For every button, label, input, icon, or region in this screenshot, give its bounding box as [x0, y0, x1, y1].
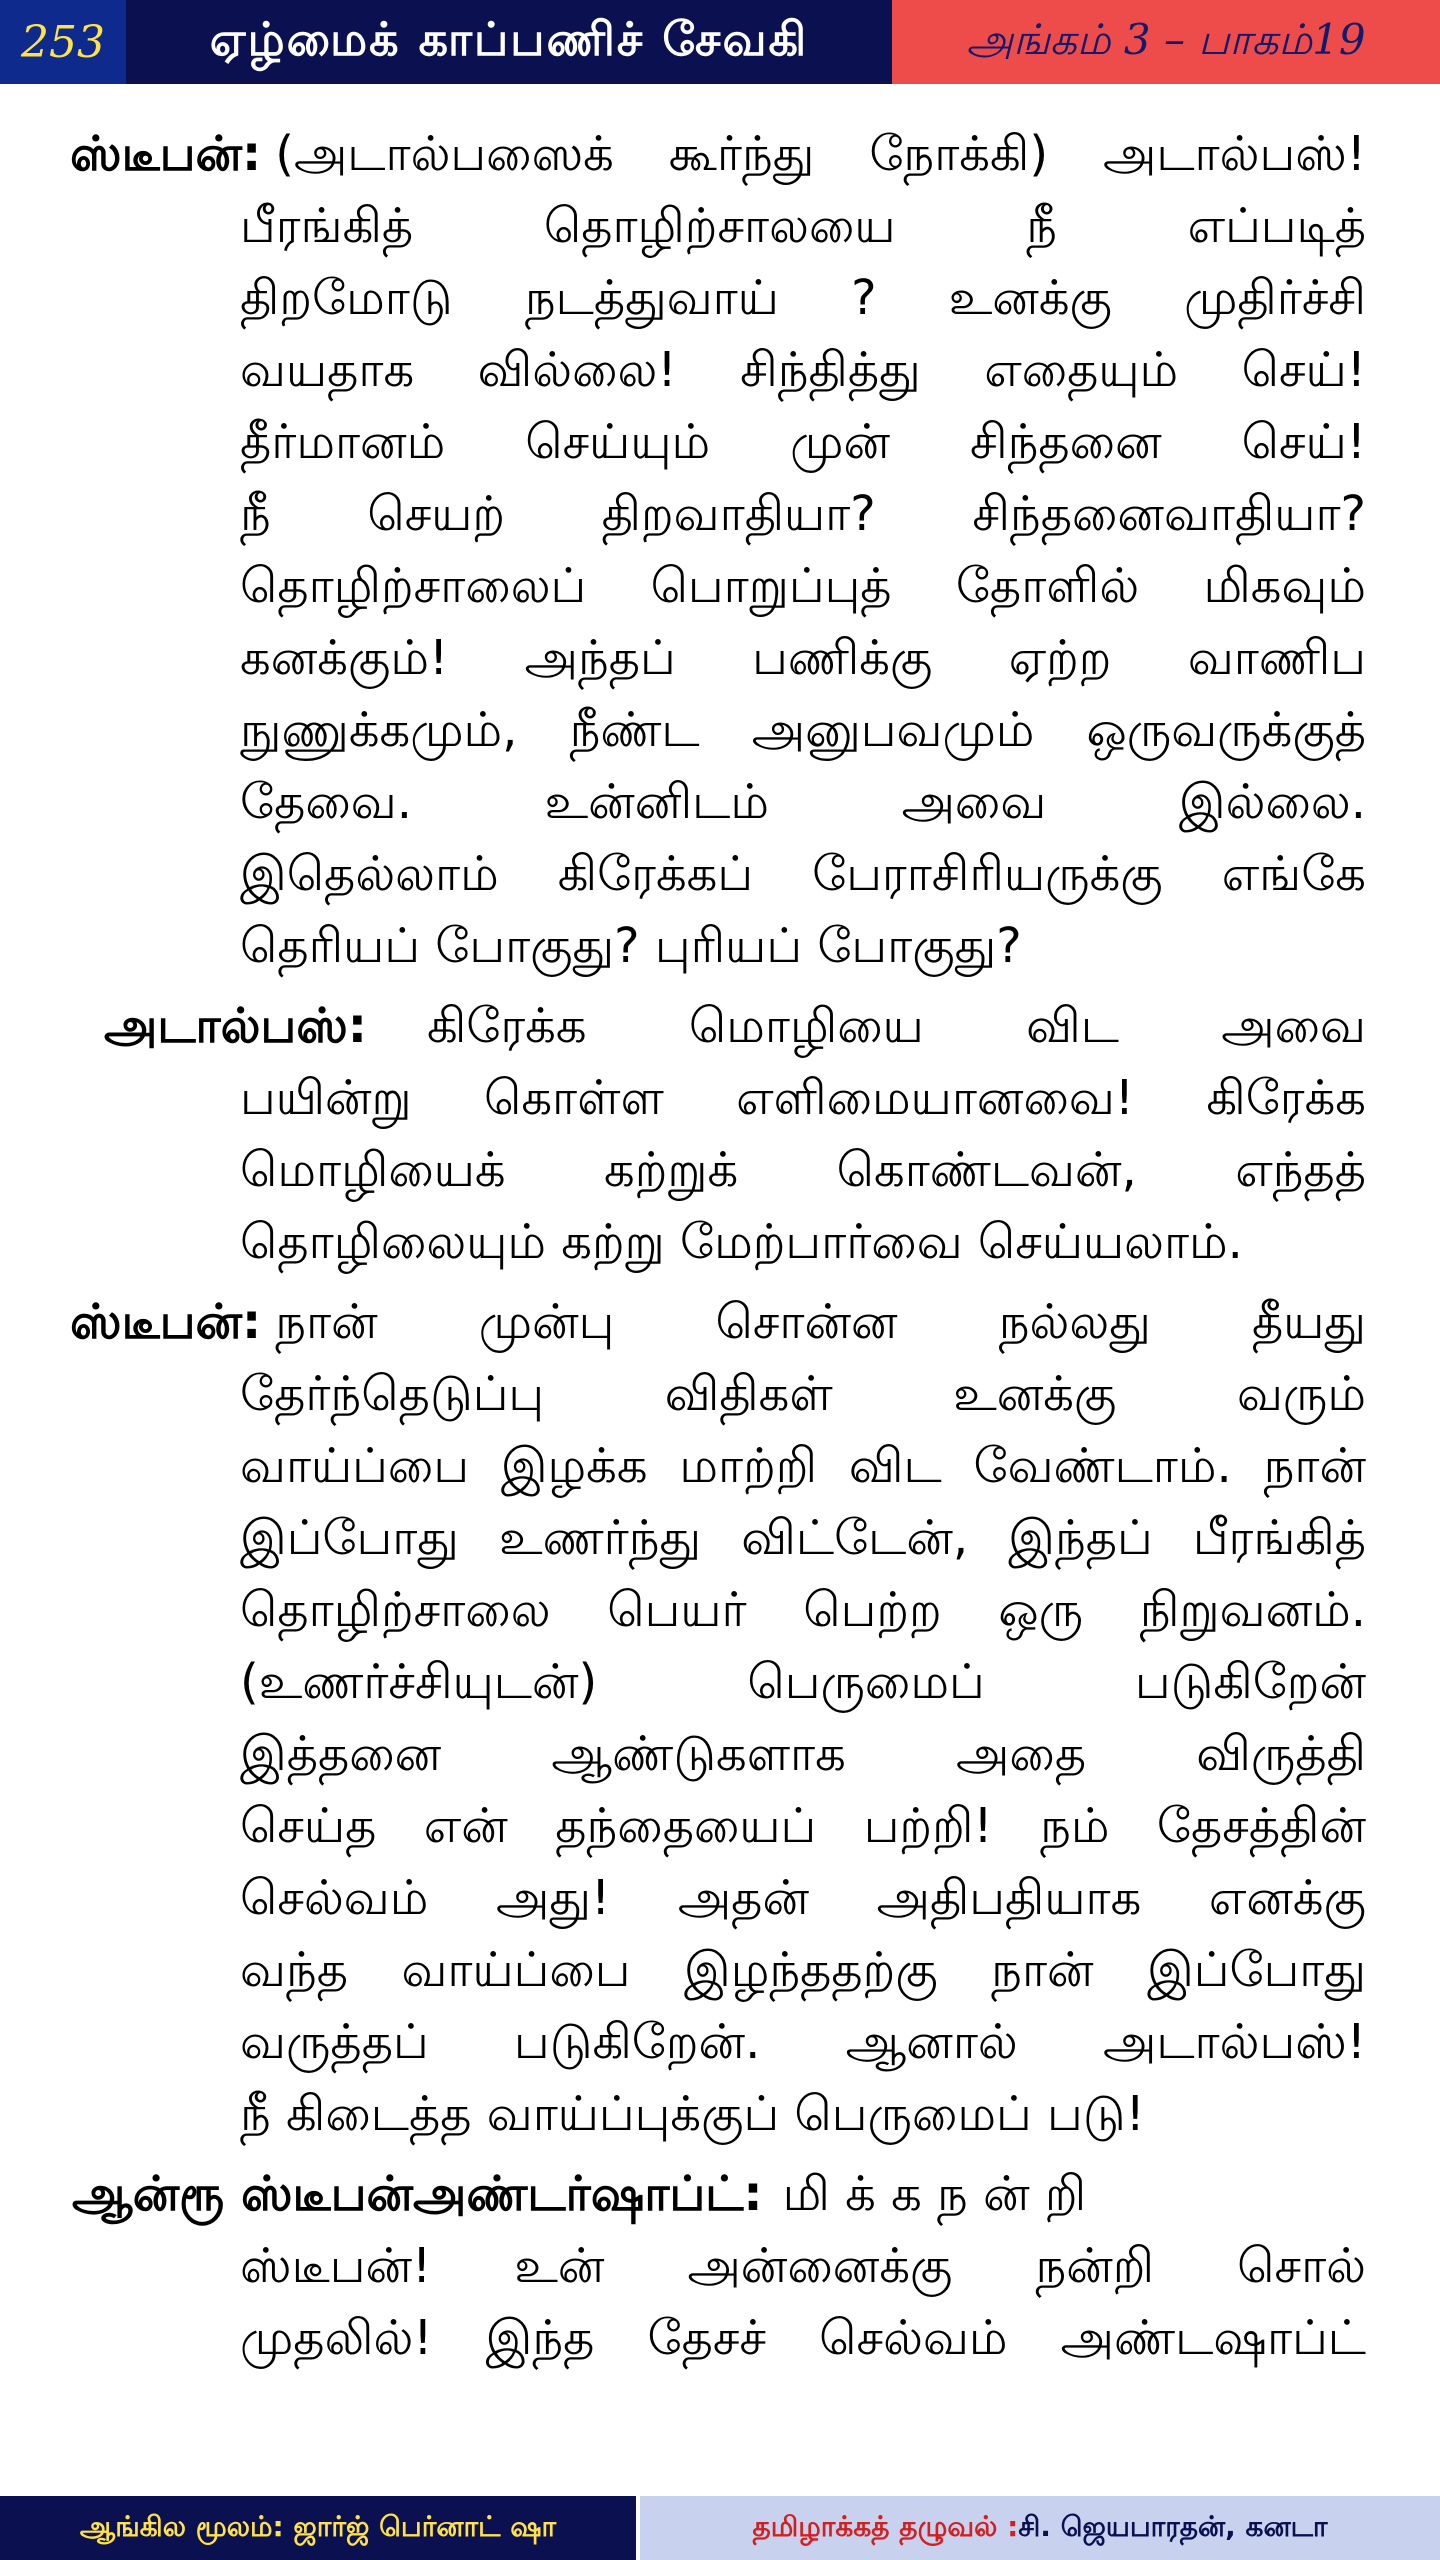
- translator-name: சி. ஜெயபாரதன், கனடா: [1018, 2509, 1328, 2543]
- speech-block: [0, 2158, 1440, 2374]
- speech-line: மி க் க ந ன் றி: [782, 2166, 1087, 2222]
- act-part-label: அங்கம் 3 – பாகம்19: [892, 0, 1440, 84]
- speech-line: ஸ்டீபன்! உன் அன்னைக்கு நன்றி சொல்: [240, 2238, 1366, 2294]
- speech-line: நீ கிடைத்த வாய்ப்புக்குப் பெருமைப் படு!: [240, 2086, 1145, 2142]
- speech-line: தேர்ந்தெடுப்பு விதிகள் உனக்கு வரும்: [240, 1366, 1366, 1422]
- speech-line: செய்த என் தந்தையைப் பற்றி! நம் தேசத்தின்: [240, 1798, 1366, 1854]
- speech-line: வாய்ப்பை இழக்க மாற்றி விட வேண்டாம். நான்: [240, 1438, 1366, 1494]
- speech-line: கிரேக்க மொழியை விட அவை: [426, 998, 1366, 1054]
- speech-line: வருத்தப் படுகிறேன். ஆனால் அடால்பஸ்!: [240, 2014, 1366, 2070]
- speech-line: தெரியப் போகுது? புரியப் போகுது?: [240, 918, 1022, 974]
- speech-first-line: [0, 990, 1366, 1062]
- source-credit: ஆங்கில மூலம்: ஜார்ஜ் பெர்னாட் ஷா: [0, 2496, 640, 2560]
- speech-line: தொழிலையும் கற்று மேற்பார்வை செய்யலாம்.: [240, 1214, 1243, 1270]
- page-footer: [0, 2496, 1440, 2560]
- speech-line: மொழியைக் கற்றுக் கொண்டவன், எந்தத்: [240, 1142, 1366, 1198]
- speech-line: தொழிற்சாலை பெயர் பெற்ற ஒரு நிறுவனம்.: [240, 1582, 1366, 1638]
- speaker-name: ஸ்டீபன்:: [70, 126, 262, 182]
- speaker-name: அடால்பஸ்:: [104, 998, 367, 1054]
- speech-line: கனக்கும்! அந்தப் பணிக்கு ஏற்ற வாணிப: [240, 630, 1366, 686]
- speech-line: திறமோடு நடத்துவாய் ? உனக்கு முதிர்ச்சி: [240, 270, 1366, 326]
- dialogue-body: [0, 118, 1440, 2382]
- speech-line: இதெல்லாம் கிரேக்கப் பேராசிரியருக்கு எங்கே: [240, 846, 1366, 902]
- speech-first-line: [0, 118, 1366, 190]
- translator-credit: [640, 2496, 1440, 2560]
- speech-first-line: [0, 2158, 1366, 2230]
- speech-line: வயதாக வில்லை! சிந்தித்து எதையும் செய்!: [240, 342, 1366, 398]
- speaker-name: ஸ்டீபன்:: [70, 1294, 262, 1350]
- speech-block: [0, 990, 1440, 1278]
- speech-line: தேவை. உன்னிடம் அவை இல்லை.: [240, 774, 1366, 830]
- speech-line: இத்தனை ஆண்டுகளாக அதை விருத்தி: [240, 1726, 1366, 1782]
- page-header: [0, 0, 1440, 84]
- speech-line: பயின்று கொள்ள எளிமையானவை! கிரேக்க: [240, 1070, 1366, 1126]
- speech-line: வந்த வாய்ப்பை இழந்ததற்கு நான் இப்போது: [240, 1942, 1366, 1998]
- speech-line: முதலில்! இந்த தேசச் செல்வம் அண்டஷாப்ட்: [240, 2310, 1366, 2366]
- speech-block: [0, 118, 1440, 982]
- speech-line: செல்வம் அது! அதன் அதிபதியாக எனக்கு: [240, 1870, 1366, 1926]
- speech-line: நுணுக்கமும், நீண்ட அனுபவமும் ஒருவருக்குத்: [240, 702, 1366, 758]
- speech-line: நீ செயற் திறவாதியா? சிந்தனைவாதியா?: [240, 486, 1366, 542]
- speech-block: [0, 1286, 1440, 2150]
- speech-line: தொழிற்சாலைப் பொறுப்புத் தோளில் மிகவும்: [240, 558, 1366, 614]
- speech-line: தீர்மானம் செய்யும் முன் சிந்தனை செய்!: [240, 414, 1366, 470]
- speech-line: (உணர்ச்சியுடன்) பெருமைப் படுகிறேன்: [240, 1654, 1366, 1710]
- book-title: ஏழ்மைக் காப்பணிச் சேவகி: [126, 0, 892, 84]
- speech-line: இப்போது உணர்ந்து விட்டேன், இந்தப் பீரங்கித்: [240, 1510, 1366, 1566]
- speaker-name: ஆன்ரூ ஸ்டீபன்அண்டர்ஷாப்ட்:: [72, 2166, 763, 2222]
- speech-line: பீரங்கித் தொழிற்சாலயை நீ எப்படித்: [240, 198, 1366, 254]
- page-number: 253: [0, 0, 126, 84]
- speech-line: நான் முன்பு சொன்ன நல்லது தீயது: [275, 1294, 1366, 1350]
- speech-line: (அடால்பஸைக் கூர்ந்து நோக்கி) அடால்பஸ்!: [275, 126, 1366, 182]
- translator-label: தமிழாக்கத் தழுவல் :: [752, 2509, 1019, 2543]
- speech-first-line: [0, 1286, 1366, 1358]
